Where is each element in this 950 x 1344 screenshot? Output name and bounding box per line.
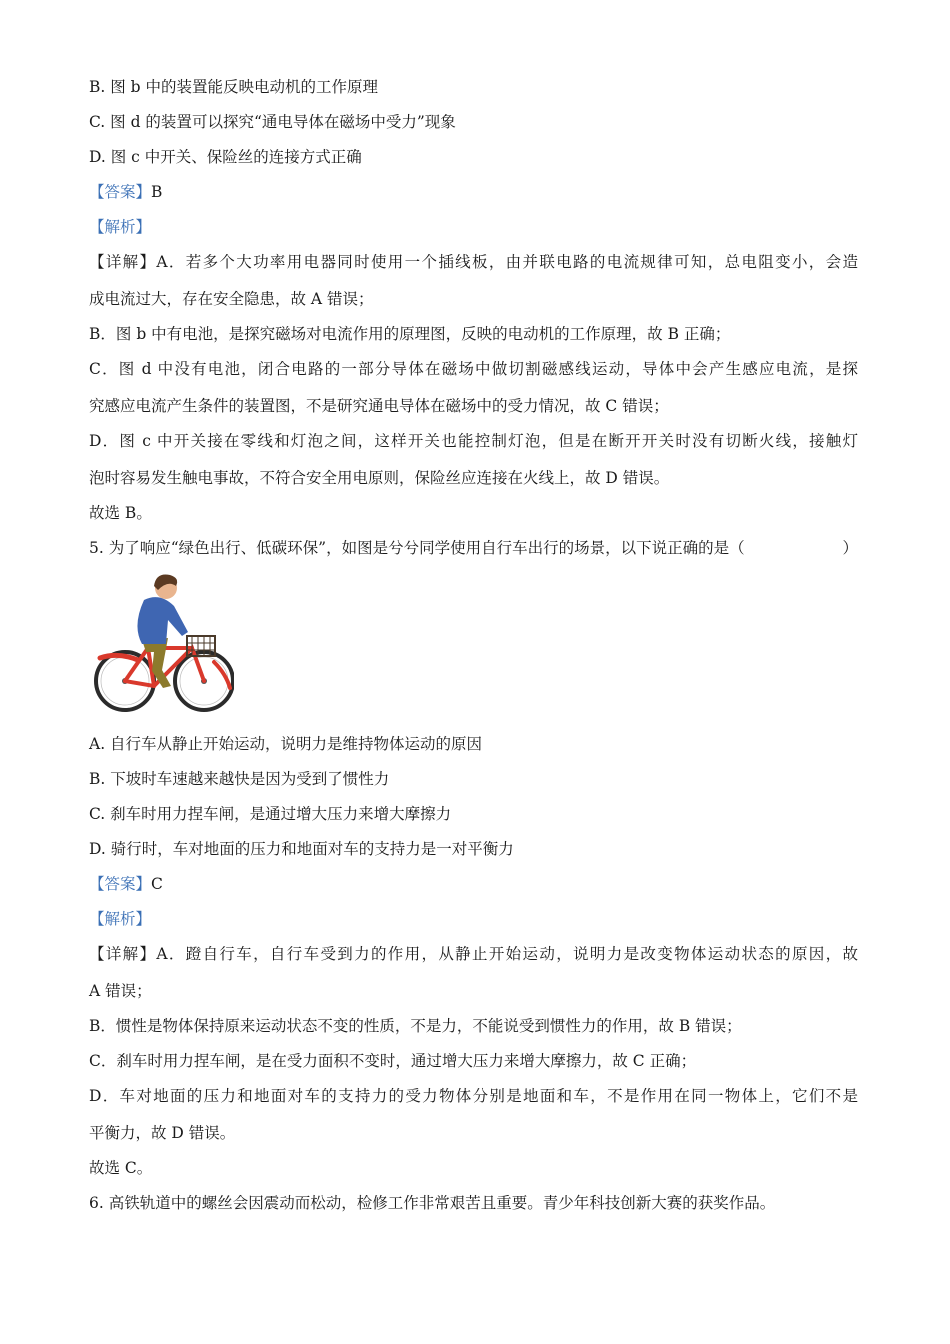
- q4-detail-a-1: [89, 251, 858, 273]
- q5-stem-text: 5. 为了响应“绿色出行、低碳环保”，如图是兮兮同学使用自行车出行的场景，以下说正确的是（: [89, 539, 745, 557]
- q4-option-c: C. 图 d 的装置可以探究“通电导体在磁场中受力”现象: [89, 113, 456, 131]
- q5-detail-a-1: [89, 943, 858, 965]
- q5-detail-d-2: 平衡力，故 D 错误。: [89, 1124, 236, 1142]
- q5-detail-c: C．刹车时用力捏车闸，是在受力面积不变时，通过增大压力来增大摩擦力，故 C 正确；: [89, 1052, 697, 1070]
- q4-detail-a-2: 成电流过大，存在安全隐患，故 A 错误；: [89, 290, 374, 308]
- q5-detail-b: B．惯性是物体保持原来运动状态不变的性质，不是力，不能说受到惯性力的作用，故 B 错误；: [89, 1017, 742, 1035]
- answer-tag: 【答案】: [89, 875, 152, 893]
- q4-detail-d-1: D．图 c 中开关接在零线和灯泡之间，这样开关也能控制灯泡，但是在断开开关时没有切断火线，接触灯: [89, 432, 858, 450]
- q4-conclusion: 故选 B。: [89, 504, 152, 522]
- q4-detail-c-2: 究感应电流产生条件的装置图，不是研究通电导体在磁场中的受力情况，故 C 错误；: [89, 397, 669, 415]
- q4-detail-c-1: C．图 d 中没有电池，闭合电路的一部分导体在磁场中做切割磁感线运动，导体中会产生感应电流，是探: [89, 360, 858, 378]
- rider-torso: [137, 597, 188, 644]
- q6-stem: 6. 高铁轨道中的螺丝会因震动而松动，检修工作非常艰苦且重要。青少年科技创新大赛的获奖作品。: [89, 1194, 776, 1212]
- q5-option-c: C. 刹车时用力捏车闸，是通过增大压力来增大摩擦力: [89, 805, 452, 823]
- cyclist-illustration: [94, 570, 234, 716]
- q5-option-b: B. 下坡时车速越来越快是因为受到了惯性力: [89, 770, 390, 788]
- q5-option-a: A. 自行车从静止开始运动，说明力是维持物体运动的原因: [89, 735, 483, 753]
- q5-stem: [89, 537, 858, 559]
- q4-analysis-tag: 【解析】: [89, 218, 152, 236]
- q4-option-b: B. 图 b 中的装置能反映电动机的工作原理: [89, 78, 379, 96]
- q5-analysis-tag: 【解析】: [89, 910, 152, 928]
- q5-conclusion: 故选 C。: [89, 1159, 153, 1177]
- detail-tag: 【详解】: [89, 253, 157, 271]
- q4-option-d: D. 图 c 中开关、保险丝的连接方式正确: [89, 148, 362, 166]
- detail-text: A．若多个大功率用电器同时使用一个插线板，由并联电路的电流规律可知，总电阻变小，会造: [156, 253, 858, 271]
- q5-option-d: D. 骑行时，车对地面的压力和地面对车的支持力是一对平衡力: [89, 840, 514, 858]
- answer-value: B: [151, 183, 163, 201]
- q5-detail-a-2: A 错误；: [89, 982, 152, 1000]
- q5-stem-end: ）: [842, 539, 858, 557]
- q5-answer: [89, 873, 858, 895]
- q4-answer: [89, 181, 858, 203]
- answer-value: C: [151, 875, 163, 893]
- q4-detail-d-2: 泡时容易发生触电事故，不符合安全用电原则，保险丝应连接在火线上，故 D 错误。: [89, 469, 670, 487]
- q5-detail-d-1: D．车对地面的压力和地面对车的支持力的受力物体分别是地面和车，不是作用在同一物体上，它们不是: [89, 1087, 858, 1105]
- answer-tag: 【答案】: [89, 183, 152, 201]
- q4-detail-b: B．图 b 中有电池，是探究磁场对电流作用的原理图，反映的电动机的工作原理，故 B 正确；: [89, 325, 731, 343]
- detail-tag: 【详解】: [89, 945, 157, 963]
- detail-text: A．蹬自行车，自行车受到力的作用，从静止开始运动，说明力是改变物体运动状态的原因，故: [156, 945, 858, 963]
